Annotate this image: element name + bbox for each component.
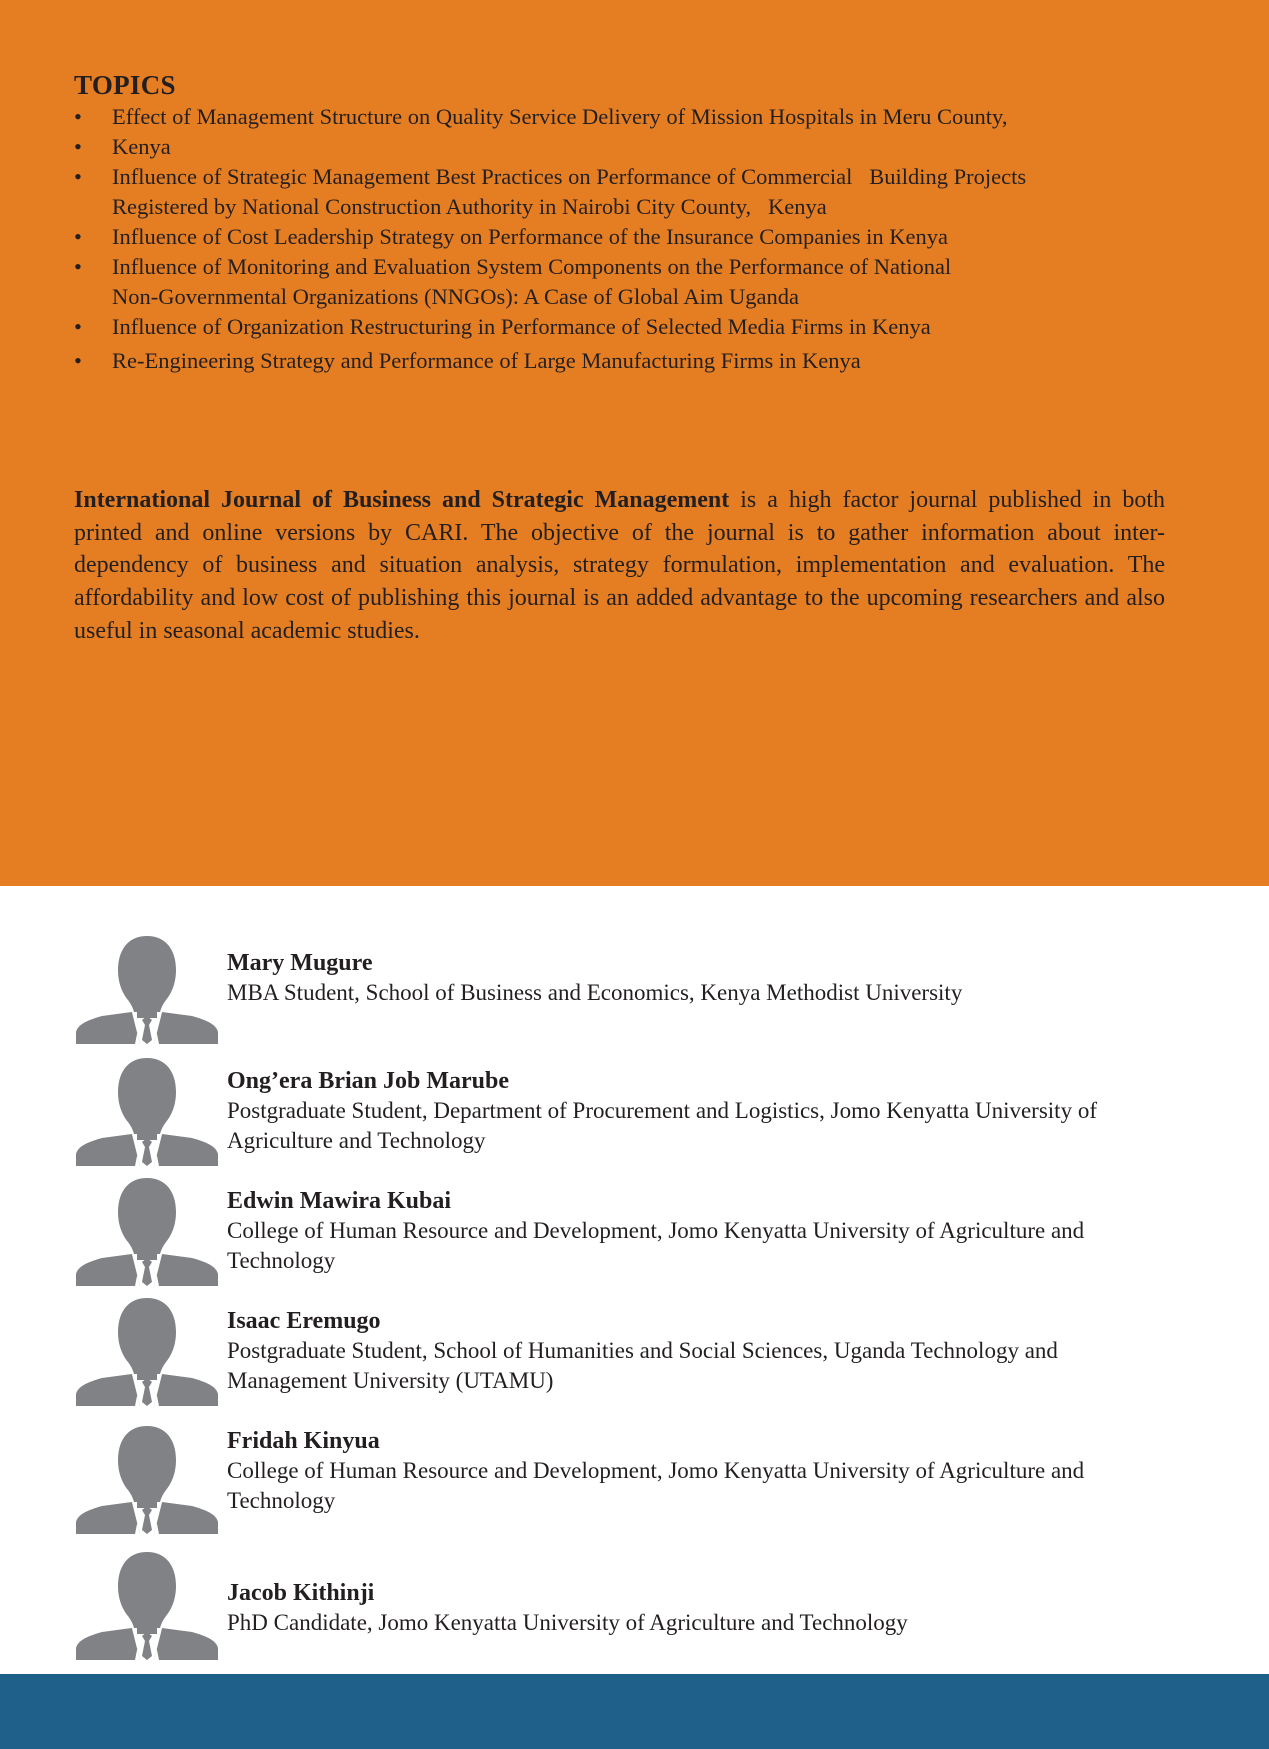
- author-affiliation: College of Human Resource and Development, Jomo Kenyatta University of Agriculture and: [227, 1458, 1085, 1483]
- bullet: •: [74, 348, 82, 373]
- author-affiliation: Agriculture and Technology: [227, 1128, 486, 1153]
- bullet: •: [74, 254, 82, 279]
- author-name: Fridah Kinyua: [227, 1428, 380, 1454]
- topic-item: [74, 312, 1174, 342]
- author-entry: [76, 1056, 1186, 1166]
- author-affiliation: Postgraduate Student, Department of Procurement and Logistics, Jomo Kenyatta University of: [227, 1098, 1097, 1123]
- author-affiliation: MBA Student, School of Business and Economics, Kenya Methodist University: [227, 980, 963, 1005]
- bullet: •: [74, 164, 82, 189]
- bullet: •: [74, 134, 82, 159]
- author-affiliation: PhD Candidate, Jomo Kenyatta University of Agriculture and Technology: [227, 1610, 908, 1635]
- topic-item: [74, 346, 1174, 376]
- journal-description-text: is a high factor journal published in both printed and online versions by CARI. The objective of the journal is to gather information about inter-dependency of business and situation analysis, strategy formulation, implementation and evaluation. The affordability and low cost of publishing this journal is an added advantage to the upcoming researchers and also useful in seasonal academic studies.: [74, 487, 1165, 644]
- person-silhouette-icon: [76, 1056, 218, 1166]
- author-name: Jacob Kithinji: [227, 1580, 375, 1606]
- topic-item: [74, 252, 1174, 312]
- bullet: •: [74, 104, 82, 129]
- author-affiliation: Technology: [227, 1488, 336, 1513]
- topic-item: [74, 102, 1174, 132]
- journal-description: [74, 484, 1165, 648]
- author-affiliation: College of Human Resource and Development, Jomo Kenyatta University of Agriculture and: [227, 1218, 1085, 1243]
- author-name: Ong’era Brian Job Marube: [227, 1068, 509, 1094]
- topic-text: Influence of Strategic Management Best Practices on Performance of Commercial Building Projects: [112, 164, 1027, 189]
- topic-text: Effect of Management Structure on Quality Service Delivery of Mission Hospitals in Meru County,: [112, 104, 1008, 129]
- topic-item: [74, 132, 1174, 162]
- topic-text: Influence of Organization Restructuring in Performance of Selected Media Firms in Kenya: [112, 314, 931, 339]
- blue-footer-band: [0, 1674, 1269, 1749]
- author-entry: [76, 934, 1186, 1044]
- topic-item: [74, 162, 1174, 222]
- person-silhouette-icon: [76, 1424, 218, 1534]
- journal-name: International Journal of Business and Strategic Management: [74, 487, 730, 513]
- author-affiliation: Management University (UTAMU): [227, 1368, 554, 1393]
- topic-text: Kenya: [112, 134, 171, 159]
- topic-text: Re-Engineering Strategy and Performance of Large Manufacturing Firms in Kenya: [112, 348, 861, 373]
- author-name: Mary Mugure: [227, 950, 373, 976]
- author-entry: [76, 1176, 1186, 1286]
- topic-text: Non-Governmental Organizations (NNGOs): A Case of Global Aim Uganda: [112, 284, 799, 309]
- person-silhouette-icon: [76, 1176, 218, 1286]
- topic-text: Influence of Monitoring and Evaluation System Components on the Performance of National: [112, 254, 952, 279]
- author-affiliation: Postgraduate Student, School of Humanities and Social Sciences, Uganda Technology and: [227, 1338, 1058, 1363]
- person-silhouette-icon: [76, 1550, 218, 1660]
- topics-list: [74, 102, 1174, 376]
- topic-text: Influence of Cost Leadership Strategy on Performance of the Insurance Companies in Kenya: [112, 224, 948, 249]
- topic-item: [74, 222, 1174, 252]
- bullet: •: [74, 224, 82, 249]
- author-entry: [76, 1296, 1186, 1406]
- author-affiliation: Technology: [227, 1248, 336, 1273]
- topic-text: Registered by National Construction Authority in Nairobi City County, Kenya: [112, 194, 827, 219]
- person-silhouette-icon: [76, 934, 218, 1044]
- author-name: Isaac Eremugo: [227, 1308, 381, 1334]
- author-name: Edwin Mawira Kubai: [227, 1188, 452, 1214]
- person-silhouette-icon: [76, 1296, 218, 1406]
- author-entry: [76, 1424, 1186, 1534]
- bullet: •: [74, 314, 82, 339]
- author-entry: [76, 1550, 1186, 1660]
- topics-heading: TOPICS: [74, 70, 176, 100]
